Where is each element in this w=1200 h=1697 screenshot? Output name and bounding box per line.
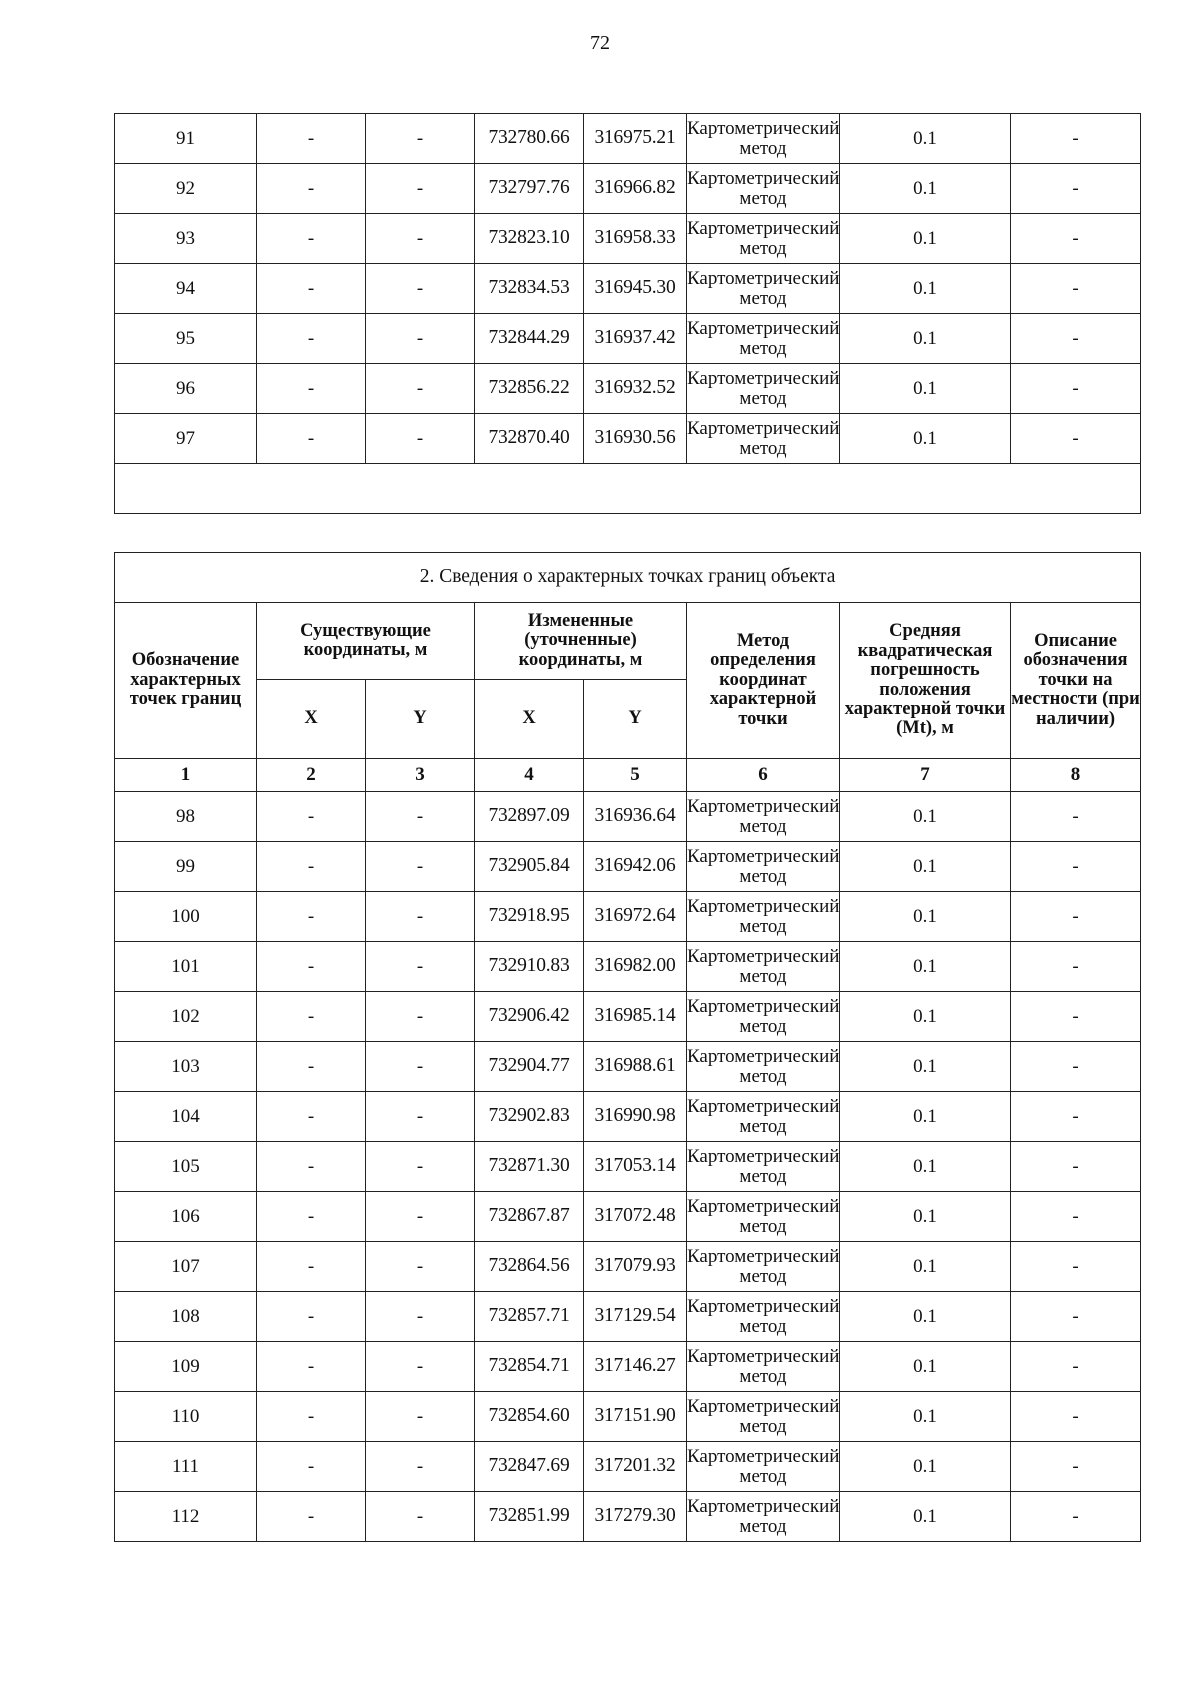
cell-existing-y: - (366, 164, 475, 214)
table-row (115, 1442, 1141, 1492)
cell-x: 732854.71 (475, 1342, 584, 1392)
cell-mt: 0.1 (840, 792, 1011, 842)
table2-body (115, 792, 1141, 1542)
cell-point-id: 106 (115, 1192, 257, 1242)
cell-existing-y: - (366, 992, 475, 1042)
cell-description: - (1011, 264, 1141, 314)
cell-y: 317146.27 (584, 1342, 687, 1392)
header-existing-y: Y (366, 680, 475, 759)
cell-existing-x: - (257, 1392, 366, 1442)
cell-point-id: 111 (115, 1442, 257, 1492)
cell-x: 732902.83 (475, 1092, 584, 1142)
cell-method: Картометрический метод (687, 1242, 840, 1292)
cell-x: 732851.99 (475, 1492, 584, 1542)
cell-method: Картометрический метод (687, 1192, 840, 1242)
cell-x: 732823.10 (475, 214, 584, 264)
table-row (115, 1392, 1141, 1442)
cell-description: - (1011, 942, 1141, 992)
cell-mt: 0.1 (840, 314, 1011, 364)
cell-point-id: 94 (115, 264, 257, 314)
cell-existing-x: - (257, 892, 366, 942)
table-row (115, 842, 1141, 892)
cell-existing-x: - (257, 1492, 366, 1542)
cell-existing-x: - (257, 164, 366, 214)
table-row (115, 414, 1141, 464)
cell-existing-x: - (257, 1092, 366, 1142)
cell-x: 732780.66 (475, 114, 584, 164)
cell-description: - (1011, 1492, 1141, 1542)
table1-empty-row (115, 464, 1141, 514)
cell-point-id: 102 (115, 992, 257, 1042)
cell-description: - (1011, 164, 1141, 214)
header-row-1 (115, 603, 1141, 680)
cell-existing-y: - (366, 1192, 475, 1242)
cell-x: 732864.56 (475, 1242, 584, 1292)
table2-title: 2. Сведения о характерных точках границ объекта (115, 553, 1141, 603)
cell-y: 317072.48 (584, 1192, 687, 1242)
cell-method: Картометрический метод (687, 1392, 840, 1442)
header-changed-y: Y (584, 680, 687, 759)
cell-point-id: 108 (115, 1292, 257, 1342)
cell-description: - (1011, 1342, 1141, 1392)
cell-mt: 0.1 (840, 1042, 1011, 1092)
col-number: 7 (840, 759, 1011, 792)
cell-x: 732897.09 (475, 792, 584, 842)
col-number: 3 (366, 759, 475, 792)
cell-description: - (1011, 1092, 1141, 1142)
col-number: 2 (257, 759, 366, 792)
cell-x: 732844.29 (475, 314, 584, 364)
cell-x: 732867.87 (475, 1192, 584, 1242)
cell-method: Картометрический метод (687, 992, 840, 1042)
cell-point-id: 92 (115, 164, 257, 214)
cell-description: - (1011, 364, 1141, 414)
table-row (115, 1342, 1141, 1392)
table-row (115, 892, 1141, 942)
cell-y: 317279.30 (584, 1492, 687, 1542)
cell-description: - (1011, 1442, 1141, 1492)
cell-point-id: 104 (115, 1092, 257, 1142)
cell-method: Картометрический метод (687, 314, 840, 364)
table2-title-row (115, 553, 1141, 603)
cell-description: - (1011, 792, 1141, 842)
cell-mt: 0.1 (840, 842, 1011, 892)
cell-point-id: 105 (115, 1142, 257, 1192)
table-row (115, 1292, 1141, 1342)
cell-existing-x: - (257, 1192, 366, 1242)
cell-description: - (1011, 1142, 1141, 1192)
cell-x: 732904.77 (475, 1042, 584, 1092)
cell-existing-x: - (257, 792, 366, 842)
cell-mt: 0.1 (840, 1192, 1011, 1242)
cell-existing-y: - (366, 792, 475, 842)
header-changed-coords: Измененные (уточненные) координаты, м (475, 603, 687, 680)
header-changed-x: X (475, 680, 584, 759)
column-numbers-row (115, 759, 1141, 792)
cell-method: Картометрический метод (687, 264, 840, 314)
cell-y: 317079.93 (584, 1242, 687, 1292)
cell-method: Картометрический метод (687, 414, 840, 464)
cell-mt: 0.1 (840, 264, 1011, 314)
cell-description: - (1011, 314, 1141, 364)
cell-point-id: 95 (115, 314, 257, 364)
cell-existing-x: - (257, 414, 366, 464)
cell-description: - (1011, 1392, 1141, 1442)
cell-description: - (1011, 892, 1141, 942)
header-description: Описание обозначения точки на местности (при наличии) (1011, 603, 1141, 759)
header-existing-coords: Существующие координаты, м (257, 603, 475, 680)
cell-existing-y: - (366, 1292, 475, 1342)
cell-existing-x: - (257, 364, 366, 414)
table-row (115, 792, 1141, 842)
cell-x: 732906.42 (475, 992, 584, 1042)
cell-existing-x: - (257, 264, 366, 314)
cell-mt: 0.1 (840, 1492, 1011, 1542)
cell-y: 316975.21 (584, 114, 687, 164)
cell-y: 316990.98 (584, 1092, 687, 1142)
cell-method: Картометрический метод (687, 1342, 840, 1392)
header-mt: Средняя квадратическая погрешность положения характерной точки (Mt), м (840, 603, 1011, 759)
cell-x: 732857.71 (475, 1292, 584, 1342)
cell-existing-x: - (257, 1042, 366, 1092)
cell-method: Картометрический метод (687, 1092, 840, 1142)
cell-x: 732905.84 (475, 842, 584, 892)
cell-existing-y: - (366, 1042, 475, 1092)
cell-y: 316985.14 (584, 992, 687, 1042)
cell-x: 732871.30 (475, 1142, 584, 1192)
cell-mt: 0.1 (840, 1092, 1011, 1142)
col-number: 6 (687, 759, 840, 792)
header-point: Обозначение характерных точек границ (115, 603, 257, 759)
cell-existing-y: - (366, 114, 475, 164)
cell-existing-y: - (366, 364, 475, 414)
cell-mt: 0.1 (840, 942, 1011, 992)
col-number: 1 (115, 759, 257, 792)
cell-existing-y: - (366, 1342, 475, 1392)
empty-cell (115, 464, 1141, 514)
cell-mt: 0.1 (840, 892, 1011, 942)
table-row (115, 214, 1141, 264)
table-row (115, 364, 1141, 414)
table1-body (115, 114, 1141, 464)
cell-y: 316936.64 (584, 792, 687, 842)
cell-mt: 0.1 (840, 164, 1011, 214)
col-number: 5 (584, 759, 687, 792)
cell-mt: 0.1 (840, 214, 1011, 264)
cell-y: 317201.32 (584, 1442, 687, 1492)
cell-description: - (1011, 1242, 1141, 1292)
cell-point-id: 96 (115, 364, 257, 414)
cell-x: 732870.40 (475, 414, 584, 464)
cell-mt: 0.1 (840, 1242, 1011, 1292)
cell-description: - (1011, 992, 1141, 1042)
cell-existing-y: - (366, 314, 475, 364)
cell-method: Картометрический метод (687, 842, 840, 892)
cell-x: 732797.76 (475, 164, 584, 214)
cell-point-id: 107 (115, 1242, 257, 1292)
cell-point-id: 112 (115, 1492, 257, 1542)
boundary-points-table (114, 552, 1141, 1542)
col-number: 8 (1011, 759, 1141, 792)
cell-mt: 0.1 (840, 1392, 1011, 1442)
cell-existing-x: - (257, 842, 366, 892)
col-number: 4 (475, 759, 584, 792)
cell-existing-x: - (257, 1292, 366, 1342)
cell-point-id: 91 (115, 114, 257, 164)
cell-description: - (1011, 842, 1141, 892)
cell-description: - (1011, 1192, 1141, 1242)
cell-x: 732918.95 (475, 892, 584, 942)
cell-existing-x: - (257, 114, 366, 164)
cell-point-id: 99 (115, 842, 257, 892)
cell-method: Картометрический метод (687, 942, 840, 992)
cell-y: 316930.56 (584, 414, 687, 464)
cell-existing-y: - (366, 842, 475, 892)
cell-method: Картометрический метод (687, 364, 840, 414)
cell-mt: 0.1 (840, 1292, 1011, 1342)
table-row (115, 992, 1141, 1042)
cell-y: 317151.90 (584, 1392, 687, 1442)
header-existing-x: X (257, 680, 366, 759)
table-row (115, 942, 1141, 992)
cell-mt: 0.1 (840, 1342, 1011, 1392)
cell-y: 316958.33 (584, 214, 687, 264)
cell-y: 316942.06 (584, 842, 687, 892)
cell-method: Картометрический метод (687, 1042, 840, 1092)
cell-existing-x: - (257, 1342, 366, 1392)
cell-existing-y: - (366, 942, 475, 992)
cell-y: 316966.82 (584, 164, 687, 214)
cell-x: 732910.83 (475, 942, 584, 992)
cell-method: Картометрический метод (687, 214, 840, 264)
cell-y: 317129.54 (584, 1292, 687, 1342)
table-row (115, 1192, 1141, 1242)
cell-method: Картометрический метод (687, 792, 840, 842)
cell-x: 732847.69 (475, 1442, 584, 1492)
cell-method: Картометрический метод (687, 164, 840, 214)
cell-x: 732834.53 (475, 264, 584, 314)
cell-existing-y: - (366, 264, 475, 314)
cell-existing-x: - (257, 314, 366, 364)
cell-method: Картометрический метод (687, 114, 840, 164)
cell-method: Картометрический метод (687, 1292, 840, 1342)
cell-point-id: 100 (115, 892, 257, 942)
table-row (115, 264, 1141, 314)
cell-existing-y: - (366, 414, 475, 464)
cell-existing-x: - (257, 1142, 366, 1192)
cell-existing-x: - (257, 992, 366, 1042)
cell-existing-y: - (366, 1392, 475, 1442)
cell-point-id: 103 (115, 1042, 257, 1092)
cell-description: - (1011, 1042, 1141, 1092)
cell-existing-y: - (366, 1442, 475, 1492)
cell-point-id: 97 (115, 414, 257, 464)
cell-existing-y: - (366, 892, 475, 942)
cell-existing-y: - (366, 1242, 475, 1292)
cell-point-id: 98 (115, 792, 257, 842)
table-row (115, 1142, 1141, 1192)
table-row (115, 1492, 1141, 1542)
cell-existing-x: - (257, 942, 366, 992)
cell-mt: 0.1 (840, 1142, 1011, 1192)
cell-description: - (1011, 414, 1141, 464)
cell-y: 316937.42 (584, 314, 687, 364)
cell-x: 732856.22 (475, 364, 584, 414)
cell-point-id: 110 (115, 1392, 257, 1442)
cell-y: 316932.52 (584, 364, 687, 414)
cell-point-id: 109 (115, 1342, 257, 1392)
cell-existing-y: - (366, 1092, 475, 1142)
cell-mt: 0.1 (840, 364, 1011, 414)
cell-y: 317053.14 (584, 1142, 687, 1192)
cell-existing-y: - (366, 214, 475, 264)
cell-y: 316988.61 (584, 1042, 687, 1092)
cell-point-id: 101 (115, 942, 257, 992)
cell-method: Картометрический метод (687, 1492, 840, 1542)
table-row (115, 1092, 1141, 1142)
cell-method: Картометрический метод (687, 1142, 840, 1192)
table-row (115, 164, 1141, 214)
cell-existing-x: - (257, 1242, 366, 1292)
coordinates-table-continued (114, 113, 1141, 514)
cell-existing-x: - (257, 1442, 366, 1492)
cell-description: - (1011, 114, 1141, 164)
cell-existing-y: - (366, 1492, 475, 1542)
cell-description: - (1011, 214, 1141, 264)
cell-y: 316982.00 (584, 942, 687, 992)
table-row (115, 1242, 1141, 1292)
cell-mt: 0.1 (840, 114, 1011, 164)
table-row (115, 1042, 1141, 1092)
cell-y: 316972.64 (584, 892, 687, 942)
table-row (115, 114, 1141, 164)
cell-description: - (1011, 1292, 1141, 1342)
cell-existing-x: - (257, 214, 366, 264)
cell-y: 316945.30 (584, 264, 687, 314)
cell-point-id: 93 (115, 214, 257, 264)
header-method: Метод определения координат характерной точки (687, 603, 840, 759)
cell-mt: 0.1 (840, 414, 1011, 464)
cell-method: Картометрический метод (687, 1442, 840, 1492)
cell-mt: 0.1 (840, 992, 1011, 1042)
cell-method: Картометрический метод (687, 892, 840, 942)
page-number: 72 (590, 32, 610, 54)
cell-existing-y: - (366, 1142, 475, 1192)
cell-mt: 0.1 (840, 1442, 1011, 1492)
cell-x: 732854.60 (475, 1392, 584, 1442)
table-row (115, 314, 1141, 364)
